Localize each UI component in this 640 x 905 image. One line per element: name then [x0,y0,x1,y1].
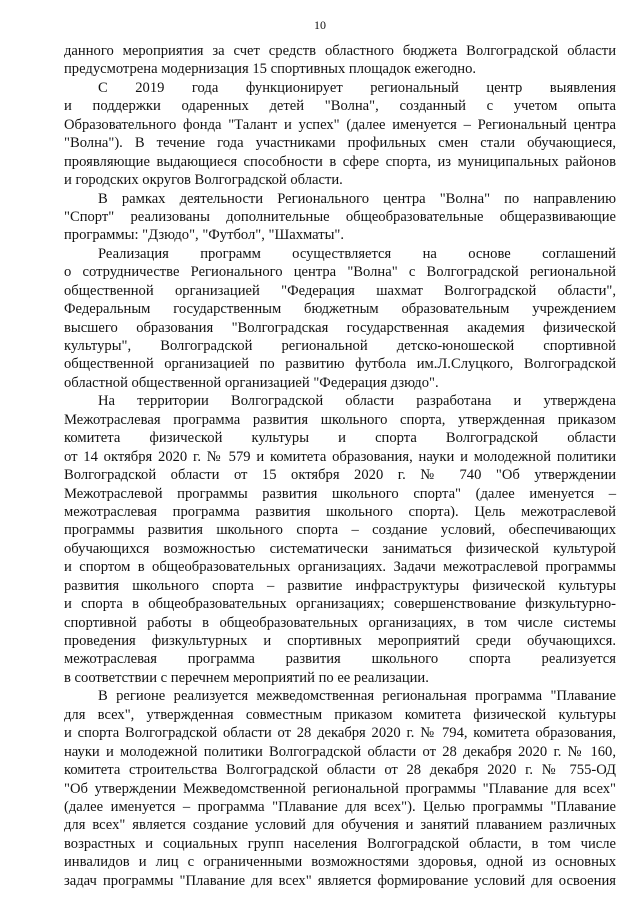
text-line: культуры", Волгоградской региональной детско-юношеской спортивной [64,338,616,354]
text-line: данного мероприятия за счет средств областного бюджета Волгоградской области [64,43,616,59]
text-line: проведения физкультурных и спортивных мероприятий среди обучающихся. [64,633,616,649]
text-line: и спорта Волгоградской области от 28 декабря 2020 г. № 794, комитета образования, [64,725,616,742]
text-line: Реализация программ осуществляется на основе соглашений [98,245,616,262]
text-line: задач программы "Плавание для всех" является формирование условий для освоения [64,872,616,889]
text-line: и спортом в общеобразовательных организациях. Задачи межотраслевой программы [64,559,616,576]
text-line: общественной организацией "Федерация шахмат Волгоградской области", [64,282,616,299]
text-line: областной общественной организацией "Федерация дзюдо". [64,374,439,391]
text-line: Межотраслевая программа развития школьного спорта, утвержденная приказом [64,411,616,428]
text-line: общественной организацией по развитию футбола им.Л.Слуцкого, Волгоградской [64,356,616,373]
text-line: межотраслевая программа развития школьного спорта). Цель межотраслевой [64,503,616,520]
text-line: В рамках деятельности Регионального центра "Волна" по направлению [98,190,616,207]
text-line: проявляющие выдающиеся способности в сфере спорта, из муниципальных районов [64,153,616,170]
text-line: В регионе реализуется межведомственная региональная программа "Плавание [98,688,616,705]
text-line: науки и молодежной политики Волгоградской области от 28 декабря 2020 г. № 160, [64,743,616,760]
text-line: Федеральным государственным бюджетным образовательным учреждением [64,301,616,318]
text-line: "Спорт" реализованы дополнительные общеобразовательные общеразвивающие [64,208,616,225]
text-line: межотраслевая программа развития школьного спорта реализуется [64,651,616,668]
text-line: (далее именуется – программа "Плавание для всех"). Целью программы "Плавание [64,798,616,815]
text-line: программы: "Дзюдо", "Футбол", "Шахматы". [64,227,345,244]
text-line: обучающихся возможностью систематически заниматься физической культурой [64,540,616,557]
text-line: программы развития школьного спорта – создание условий, обеспечивающих [64,522,616,539]
text-line: инвалидов и лиц с ограниченными возможностями здоровья, одной из основных [64,854,616,871]
text-line: развития школьного спорта – развитие инфраструктуры физической культуры [64,577,616,594]
text-line: от 14 октября 2020 г. № 579 и комитета образования, науки и молодежной политики [64,448,616,465]
text-line: в соответствии с перечнем мероприятий по ее реализации. [64,669,429,686]
text-line: С 2019 года функционирует региональный центр выявления [98,79,616,96]
text-line: спортивной работы в общеобразовательных организациях, в том числе системы [64,614,616,631]
page-number: 10 [314,18,326,32]
text-line: и поддержки одаренных детей "Волна", созданный с учетом опыта [64,98,616,115]
text-line: Волгоградской области от 15 октября 2020 г. № 740 "Об утверждении [64,467,616,484]
text-line: и спорта в общеобразовательных организациях; совершенствование физкультурно- [64,596,616,613]
text-line: высшего образования "Волгоградская государственная академия физической [64,319,616,336]
text-line: "Об утверждении Межведомственной региональной программы "Плавание для всех" [64,780,616,797]
text-line: для всех", утвержденная совместным приказом комитета физической культуры [64,706,616,723]
text-line: Межотраслевой программы развития школьного спорта" (далее именуется – [64,485,616,502]
text-line: возрастных и социальных групп населения Волгоградской области, в том числе [64,835,616,852]
text-line: и городских округов Волгоградской области. [64,172,343,189]
text-line: о сотрудничестве Регионального центра "Волна" с Волгоградской региональной [64,264,616,281]
text-line: комитета строительства Волгоградской области от 28 декабря 2020 г. № 755-ОД [64,762,616,779]
text-line: комитета физической культуры и спорта Волгоградской области [64,430,616,447]
text-line: "Волна"). В течение года участниками профильных смен стали обучающиеся, [64,135,616,152]
text-line: Образовательного фонда "Талант и успех" (далее именуется – Региональный центра [64,116,616,133]
document-body [64,42,616,890]
text-line: предусмотрена модернизация 15 спортивных площадок ежегодно. [64,61,477,78]
text-line: На территории Волгоградской области разработана и утверждена [98,393,616,410]
text-line: для всех" является создание условий для обучения и занятий плаванием различных [64,817,616,834]
